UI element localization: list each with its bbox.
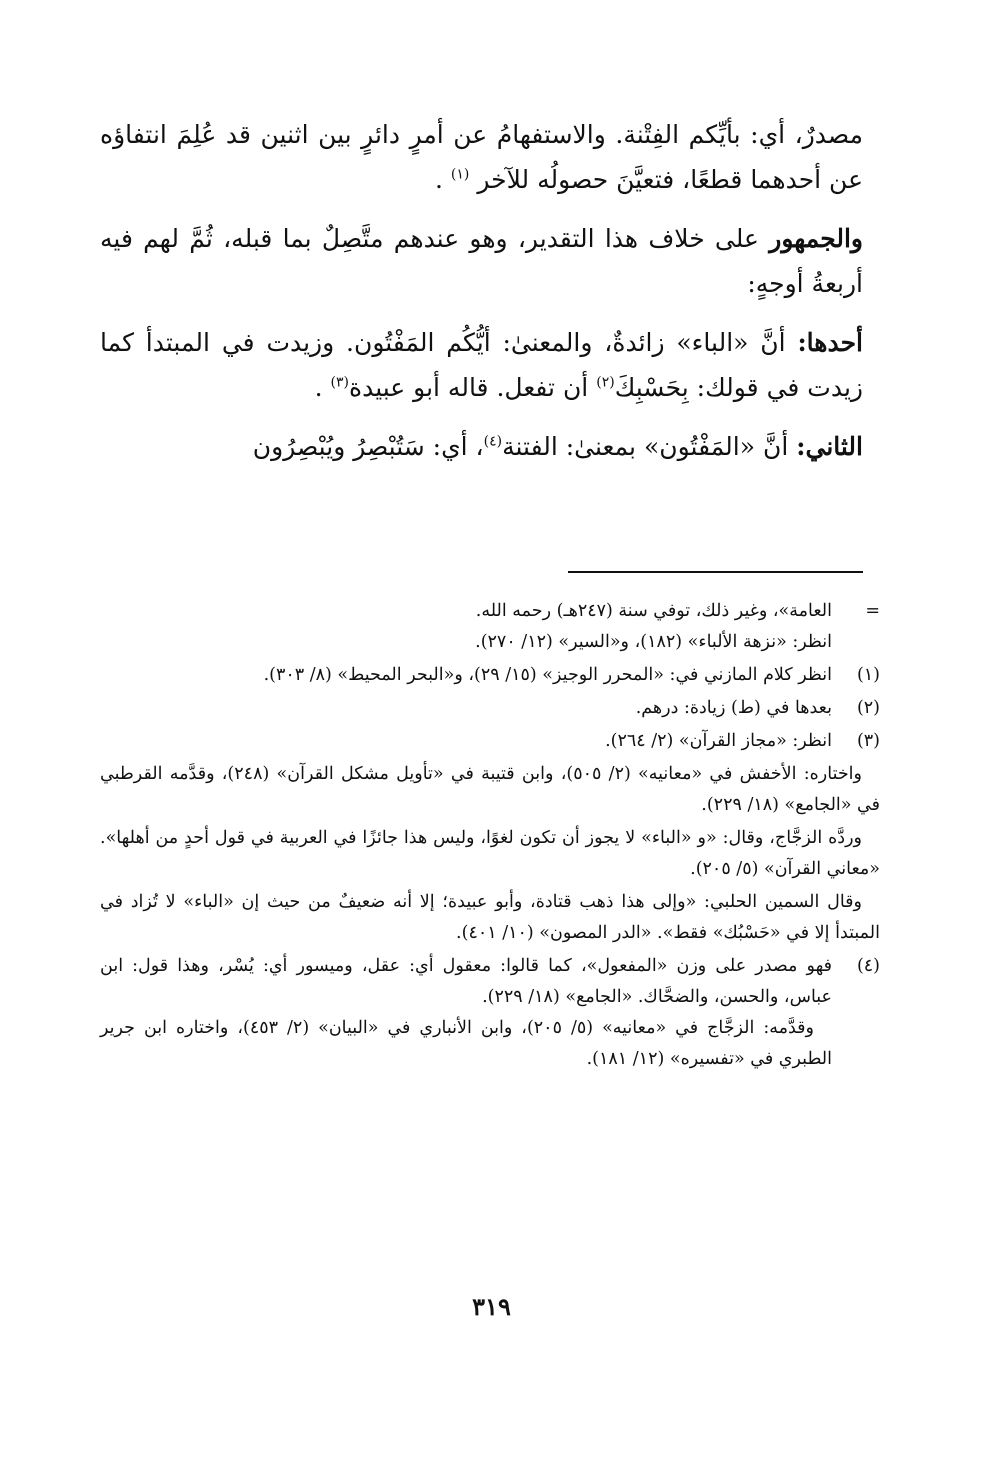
- paragraph-3-text-a: أنَّ «الباء» زائدةٌ، والمعنىٰ: أيُّكُم المَفْتُون. وزيدت في المبتدأ كما زيدت في قولك: بِحَسْبِكَ: [100, 328, 863, 402]
- footnote-3: [100, 726, 880, 757]
- paragraph-1-text: مصدرٌ، أي: بأيِّكم الفِتْنة. والاستفهامُ عن أمرٍ دائرٍ بين اثنين قد عُلِمَ انتفاؤه عن أحدهما قطعًا، فتعيَّنَ حصولُه للآخر: [100, 120, 863, 194]
- paragraph-2-lead: والجمهور: [769, 224, 863, 253]
- footnote-3-paragraph-4: [100, 887, 880, 949]
- footnote-2-number: (٢): [856, 698, 880, 718]
- footnote-3-paragraph-3: [100, 823, 880, 885]
- page-number: ٣١٩: [472, 1292, 511, 1321]
- footnote-ref-1[interactable]: (١): [450, 166, 470, 183]
- footnote-3-paragraph-4-text: وقال السمين الحلبي: «وإلى هذا ذهب قتادة، وأبو عبيدة؛ إلا أنه ضعيفٌ من حيث إن «الباء» لا تُزاد في المبتدأ إلا في «حَسْبُك» فقط». «الدر المصون» (١٠/ ٤٠١).: [100, 892, 880, 943]
- paragraph-4-text-a: أنَّ «المَفْتُون» بمعنىٰ: الفتنة: [502, 432, 789, 461]
- footnote-continued-line-2: انظر: «نزهة الألباء» (١٨٢)، و«السير» (١٢/ ٢٧٠).: [475, 632, 832, 652]
- paragraph-3: [100, 320, 863, 410]
- footnote-1-text: انظر كلام المازني في: «المحرر الوجيز» (١٥/ ٢٩)، و«البحر المحيط» (٨/ ٣٠٣).: [263, 665, 832, 685]
- footnote-3-paragraph-2: [100, 759, 880, 821]
- paragraph-2: [100, 216, 863, 306]
- footnote-2: [100, 693, 880, 724]
- footnote-ref-3[interactable]: (٣): [330, 374, 349, 391]
- paragraph-2-text: على خلاف هذا التقدير، وهو عندهم متَّصِلٌ بما قبله، ثُمَّ لهم فيه أربعةُ أوجهٍ:: [100, 224, 863, 298]
- paragraph-1: [100, 112, 863, 202]
- footnote-1-number: (١): [856, 665, 880, 685]
- footnote-4-number: (٤): [856, 956, 880, 976]
- paragraph-3-lead: أحدها:: [797, 328, 863, 357]
- footnote-continued-marker: =: [865, 601, 880, 621]
- footnote-ref-4[interactable]: (٤): [483, 433, 503, 450]
- footnote-3-paragraph-2-text: واختاره: الأخفش في «معانيه» (٢/ ٥٠٥)، وابن قتيبة في «تأويل مشكل القرآن» (٢٤٨)، وقدَّمه القرطبي في «الجامع» (١٨/ ٢٢٩).: [100, 764, 880, 815]
- footnote-1: [100, 660, 880, 691]
- footnotes: [100, 596, 880, 1077]
- footnote-3-paragraph-3-text: وردَّه الزجَّاج، وقال: «و «الباء» لا يجوز أن تكون لغوًا، وليس هذا جائزًا في العربية في قول أحدٍ من أهلها». «معاني القرآن» (٥/ ٢٠٥).: [100, 828, 880, 879]
- footnote-3-text: انظر: «مجاز القرآن» (٢/ ٢٦٤).: [605, 731, 832, 751]
- footnote-continued: [100, 596, 880, 658]
- footnote-ref-2[interactable]: (٢): [596, 374, 615, 391]
- paragraph-4-text-b: ، أي: سَتُبْصِرُ ويُبْصِرُون: [252, 432, 484, 461]
- footnote-4: [100, 951, 880, 1075]
- paragraph-3-text-b: أن تفعل. قاله أبو عبيدة: [348, 373, 589, 402]
- paragraph-3-end: .: [314, 373, 323, 402]
- footnote-2-text: بعدها في (ط) زيادة: درهم.: [635, 698, 832, 718]
- footnote-3-number: (٣): [856, 731, 880, 751]
- footnote-continued-line-1: العامة»، وغير ذلك، توفي سنة (٢٤٧هـ) رحمه الله.: [475, 601, 832, 621]
- paragraph-4-lead: الثاني:: [796, 432, 863, 461]
- footnote-4-paragraph-2-text: وقدَّمه: الزجَّاج في «معانيه» (٥/ ٢٠٥)، وابن الأنباري في «البيان» (٢/ ٤٥٣)، واختاره ابن جرير الطبري في «تفسيره» (١٢/ ١٨١).: [100, 1018, 832, 1069]
- paragraph-1-end: .: [435, 165, 443, 194]
- footnote-divider: [568, 571, 863, 573]
- footnote-4-text: فهو مصدر على وزن «المفعول»، كما قالوا: معقول أي: عقل، وميسور أي: يُسْر، وهذا قول: ابن عباس، والحسن، والضحَّاك. «الجامع» (١٨/ ٢٢٩).: [100, 956, 832, 1007]
- paragraph-4: [100, 424, 863, 469]
- main-text: [100, 112, 863, 483]
